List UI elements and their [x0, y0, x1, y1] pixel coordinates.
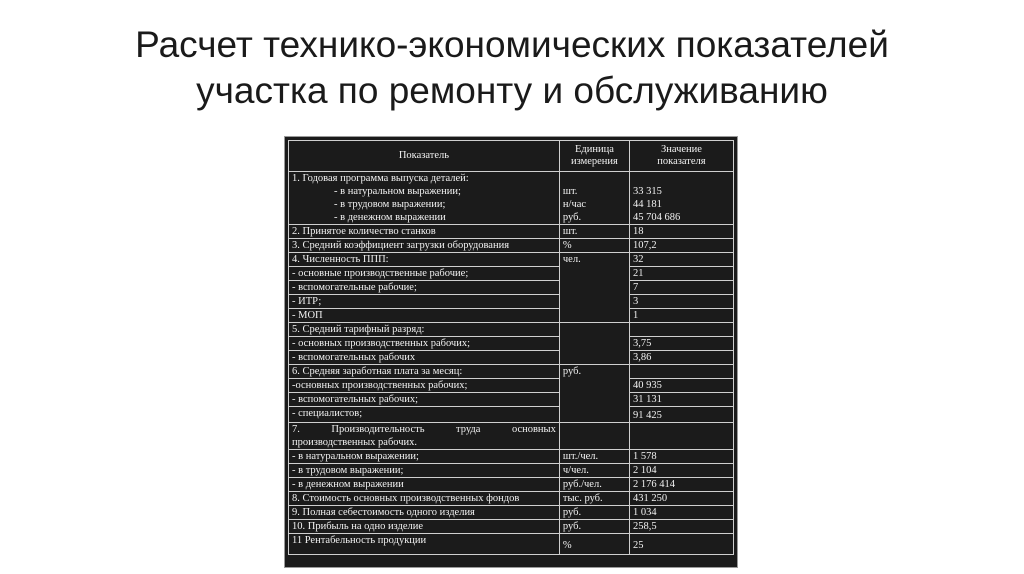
row-5-unit [559, 323, 629, 365]
header-value-line-2: показателя [657, 156, 706, 167]
row-4-value-c: 3 [629, 295, 733, 309]
row-6-value-empty [629, 365, 733, 379]
header-unit-line-2: измерения [570, 156, 618, 167]
row-4-sub-c: - ИТР; [289, 295, 560, 309]
row-7-value-a: 1 578 [629, 450, 733, 464]
row-4-title: 4. Численность ППП: [289, 253, 560, 267]
row-6-title: 6. Средняя заработная плата за месяц: [289, 365, 560, 379]
row-4-sub-a: - основные производственные рабочие; [289, 267, 560, 281]
row-5-sub-b: - вспомогательных рабочих [289, 351, 560, 365]
table-row [289, 309, 734, 323]
row-9-indicator: 9. Полная себестоимость одного изделия [289, 506, 560, 520]
row-7-word-1: 7. [292, 424, 300, 435]
row-1-indicator [289, 172, 560, 225]
row-7-title-line-1 [292, 423, 556, 436]
table-row [289, 534, 734, 555]
row-7-value-b: 2 104 [629, 464, 733, 478]
row-4-value-d: 1 [629, 309, 733, 323]
row-2-value: 18 [629, 225, 733, 239]
row-9-unit: руб. [559, 506, 629, 520]
row-1-unit-c: руб. [562, 212, 582, 223]
header-unit-line-1: Единица [574, 144, 614, 155]
row-8-unit: тыс. руб. [559, 492, 629, 506]
row-10-value: 258,5 [629, 520, 733, 534]
row-6-sub-b: - вспомогательных рабочих; [289, 393, 560, 407]
row-5-title: 5. Средний тарифный разряд: [289, 323, 560, 337]
row-6-value-b: 31 131 [629, 393, 733, 407]
slide-title-line-2: участка по ремонту и обслуживанию [196, 70, 828, 111]
row-7-title [289, 423, 560, 450]
row-7-sub-a: - в натуральном выражении; [289, 450, 560, 464]
row-3-indicator: 3. Средний коэффициент загрузки оборудования [289, 239, 560, 253]
row-11-unit: % [559, 534, 629, 555]
indicators-table-image [284, 136, 738, 568]
table-row [289, 379, 734, 393]
row-5-value-b: 3,86 [629, 351, 733, 365]
row-7-unit-a: шт./чел. [559, 450, 629, 464]
row-5-value-a: 3,75 [629, 337, 733, 351]
table-row [289, 450, 734, 464]
row-1-sub-a: - в натуральном выражении; [334, 186, 461, 197]
row-4-value-a: 21 [629, 267, 733, 281]
header-value-line-1: Значение [660, 144, 702, 155]
table-row [289, 506, 734, 520]
table-row [289, 281, 734, 295]
row-3-value: 107,2 [629, 239, 733, 253]
row-7-sub-c: - в денежном выражении [289, 478, 560, 492]
row-7-sub-b: - в трудовом выражении; [289, 464, 560, 478]
table-row [289, 492, 734, 506]
table-row [289, 323, 734, 337]
slide-title [0, 22, 1024, 114]
table-row [289, 239, 734, 253]
row-6-unit: руб. [559, 365, 629, 423]
row-6-sub-a: -основных производственных рабочих; [289, 379, 560, 393]
row-7-unit-b: ч/чел. [559, 464, 629, 478]
row-4-sub-d: - МОП [289, 309, 560, 323]
row-7-value-c: 2 176 414 [629, 478, 733, 492]
table-row [289, 295, 734, 309]
row-8-indicator: 8. Стоимость основных производственных фондов [289, 492, 560, 506]
indicators-table [288, 140, 734, 555]
row-11-value: 25 [629, 534, 733, 555]
row-10-unit: руб. [559, 520, 629, 534]
header-indicator: Показатель [289, 141, 560, 172]
row-1-unit-b: н/час [562, 199, 587, 210]
row-1-value-c: 45 704 686 [632, 212, 681, 223]
row-9-value: 1 034 [629, 506, 733, 520]
row-6-sub-c: - специалистов; [289, 407, 560, 423]
row-7-unit-empty [559, 423, 629, 450]
table-row [289, 172, 734, 225]
row-4-value-b: 7 [629, 281, 733, 295]
slide-title-line-1: Расчет технико-экономических показателей [135, 24, 889, 65]
table-row [289, 225, 734, 239]
row-6-value-a: 40 935 [629, 379, 733, 393]
table-row [289, 393, 734, 407]
row-5-value-empty [629, 323, 733, 337]
row-7-value-empty [629, 423, 733, 450]
row-4-unit: чел. [559, 253, 629, 323]
row-1-unit-a: шт. [562, 186, 578, 197]
table-row [289, 337, 734, 351]
row-1-title: 1. Годовая программа выпуска деталей: [292, 173, 469, 184]
row-3-unit: % [559, 239, 629, 253]
row-1-unit [559, 172, 629, 225]
table-row [289, 407, 734, 423]
header-value [629, 141, 733, 172]
row-5-sub-a: - основных производственных рабочих; [289, 337, 560, 351]
row-1-value-a: 33 315 [632, 186, 662, 197]
row-7-word-4: основных [511, 424, 556, 435]
row-4-value-total: 32 [629, 253, 733, 267]
row-2-indicator: 2. Принятое количество станков [289, 225, 560, 239]
row-11-indicator: 11 Рентабельность продукции [289, 534, 560, 555]
header-unit [559, 141, 629, 172]
row-4-sub-b: - вспомогательные рабочие; [289, 281, 560, 295]
table-row [289, 365, 734, 379]
row-1-sub-c: - в денежном выражении [334, 212, 446, 223]
row-7-title-line-2: производственных рабочих. [292, 437, 418, 448]
row-1-value-b: 44 181 [632, 199, 662, 210]
table-row [289, 423, 734, 450]
row-7-word-3: труда [456, 424, 481, 435]
table-row [289, 351, 734, 365]
row-8-value: 431 250 [629, 492, 733, 506]
row-1-value [629, 172, 733, 225]
table-row [289, 267, 734, 281]
row-6-value-c: 91 425 [629, 407, 733, 423]
table-row [289, 464, 734, 478]
table-header-row [289, 141, 734, 172]
row-10-indicator: 10. Прибыль на одно изделие [289, 520, 560, 534]
table-row [289, 520, 734, 534]
row-7-unit-c: руб./чел. [559, 478, 629, 492]
row-1-sub-b: - в трудовом выражении; [334, 199, 446, 210]
row-2-unit: шт. [559, 225, 629, 239]
table-row [289, 478, 734, 492]
table-row [289, 253, 734, 267]
row-7-word-2: Производительность [331, 424, 425, 435]
